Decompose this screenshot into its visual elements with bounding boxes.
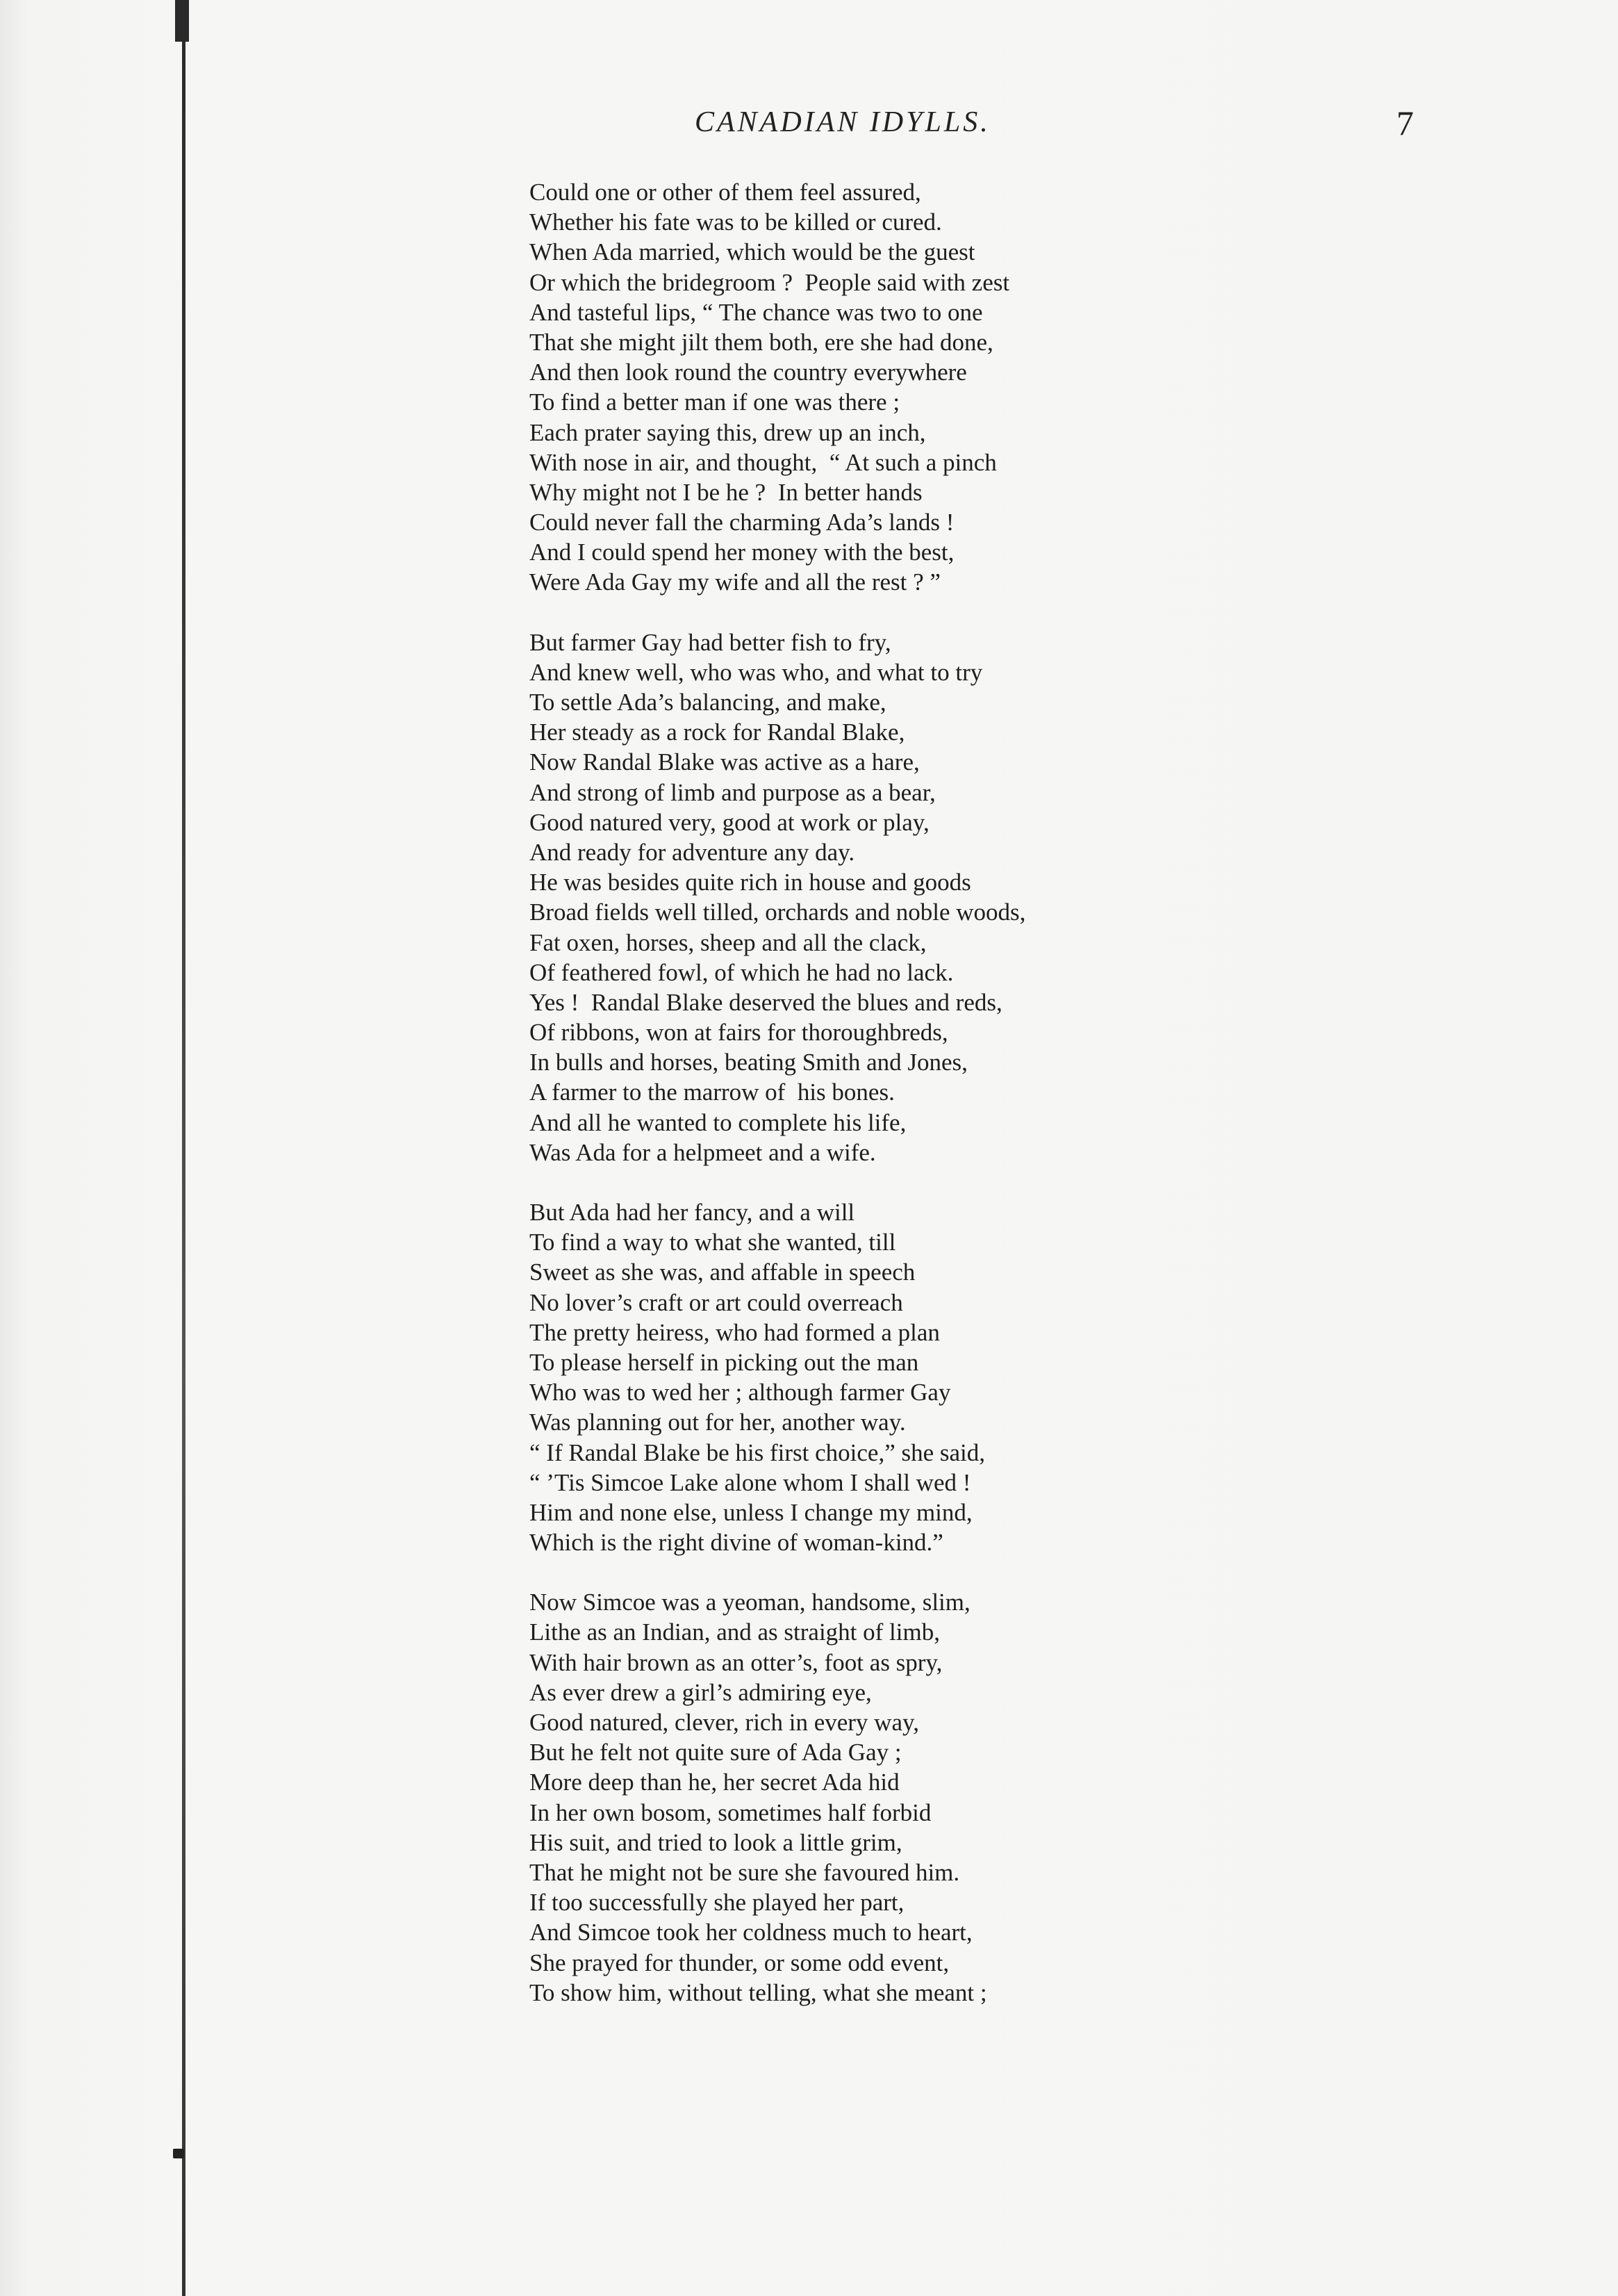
poem-line: If too successfully she played her part,: [529, 1889, 905, 1917]
poem-line: Good natured, clever, rich in every way,: [529, 1709, 919, 1736]
running-head-title: CANADIAN IDYLLS.: [695, 106, 991, 138]
page-number: 7: [1396, 104, 1414, 142]
poem-line: That she might jilt them both, ere she had done,: [529, 328, 993, 356]
poem-line: In her own bosom, sometimes half forbid: [529, 1798, 932, 1826]
poem-line: And ready for adventure any day.: [529, 838, 855, 866]
poem-line: The pretty heiress, who had formed a plan: [529, 1318, 940, 1346]
poem-line: And tasteful lips, “ The chance was two to one: [529, 298, 983, 326]
poem-line: Lithe as an Indian, and as straight of limb,: [529, 1618, 940, 1646]
binding-top-mark: [175, 0, 189, 42]
poem-line: Of feathered fowl, of which he had no lack.: [529, 958, 954, 986]
poem-line: As ever drew a girl’s admiring eye,: [529, 1678, 872, 1706]
stanza: [529, 628, 1433, 1167]
poem-line: Sweet as she was, and affable in speech: [529, 1258, 916, 1286]
poem-line: To find a way to what she wanted, till: [529, 1229, 896, 1256]
poem-line: Of ribbons, won at fairs for thoroughbreds,: [529, 1019, 948, 1047]
poem-line: Who was to wed her ; although farmer Gay: [529, 1379, 951, 1407]
stanza: [529, 177, 1433, 598]
poem-line: To show him, without telling, what she meant ;: [529, 1978, 987, 2006]
poem-line: In bulls and horses, beating Smith and Jones,: [529, 1049, 968, 1076]
poem-line: But he felt not quite sure of Ada Gay ;: [529, 1739, 902, 1766]
poem-line: Were Ada Gay my wife and all the rest ? ”: [529, 568, 941, 596]
poem-line: More deep than he, her secret Ada hid: [529, 1769, 900, 1796]
poem-line: Why might not I be he ? In better hands: [529, 478, 923, 506]
poem-line: Whether his fate was to be killed or cured.: [529, 208, 942, 236]
stanza: [529, 1587, 1433, 2008]
poem-line: Broad fields well tilled, orchards and noble woods,: [529, 899, 1026, 926]
poem-line: With nose in air, and thought, “ At such a pinch: [529, 448, 997, 476]
poem-line: To find a better man if one was there ;: [529, 388, 900, 416]
poem-line: And knew well, who was who, and what to try: [529, 658, 983, 686]
poem-line: His suit, and tried to look a little grim,: [529, 1828, 902, 1856]
poem-line: Which is the right divine of woman-kind.”: [529, 1529, 943, 1557]
poem-line: He was besides quite rich in house and goods: [529, 869, 971, 896]
poem-line: And then look round the country everywhere: [529, 359, 967, 386]
poem-line: Now Simcoe was a yeoman, handsome, slim,: [529, 1589, 971, 1616]
poem-line: But farmer Gay had better fish to fry,: [529, 628, 891, 656]
poem-line: She prayed for thunder, or some odd event,: [529, 1949, 950, 1976]
poem-line: Fat oxen, horses, sheep and all the clack,: [529, 928, 927, 956]
stanza: [529, 1197, 1433, 1557]
poem-line: “ ’Tis Simcoe Lake alone whom I shall wed !: [529, 1468, 971, 1496]
poem-line: With hair brown as an otter’s, foot as spry,: [529, 1648, 943, 1676]
poem-line: And all he wanted to complete his life,: [529, 1108, 907, 1136]
poem-line: And strong of limb and purpose as a bear,: [529, 778, 936, 806]
poem-line: Now Randal Blake was active as a hare,: [529, 748, 920, 776]
binding-edge-rule: [182, 0, 185, 2296]
poem-line: A farmer to the marrow of his bones.: [529, 1079, 895, 1106]
poem-line: Each prater saying this, drew up an inch,: [529, 418, 926, 446]
poem-line: Him and none else, unless I change my mind,: [529, 1498, 973, 1526]
poem-line: Or which the bridegroom ? People said with zest: [529, 268, 1010, 296]
poem-line: Could never fall the charming Ada’s lands !: [529, 509, 955, 536]
binding-notch-mark: [173, 2149, 184, 2158]
poem-line: Good natured very, good at work or play,: [529, 808, 930, 836]
poem-line: That he might not be sure she favoured him.: [529, 1858, 960, 1886]
poem-line: Her steady as a rock for Randal Blake,: [529, 719, 905, 746]
poem-line: Was Ada for a helpmeet and a wife.: [529, 1138, 876, 1166]
poem-line: Yes ! Randal Blake deserved the blues and reds,: [529, 988, 1002, 1016]
poem-line: And I could spend her money with the best,: [529, 539, 955, 566]
poem-line: No lover’s craft or art could overreach: [529, 1288, 903, 1316]
poem-line: Could one or other of them feel assured,: [529, 179, 921, 206]
poem-body: [529, 177, 1433, 2037]
poem-line: When Ada married, which would be the guest: [529, 238, 975, 266]
poem-line: “ If Randal Blake be his first choice,” she said,: [529, 1438, 986, 1466]
poem-line: To please herself in picking out the man: [529, 1348, 919, 1376]
poem-line: And Simcoe took her coldness much to heart,: [529, 1919, 973, 1946]
poem-line: But Ada had her fancy, and a will: [529, 1199, 855, 1226]
poem-line: To settle Ada’s balancing, and make,: [529, 689, 886, 716]
poem-line: Was planning out for her, another way.: [529, 1409, 906, 1436]
